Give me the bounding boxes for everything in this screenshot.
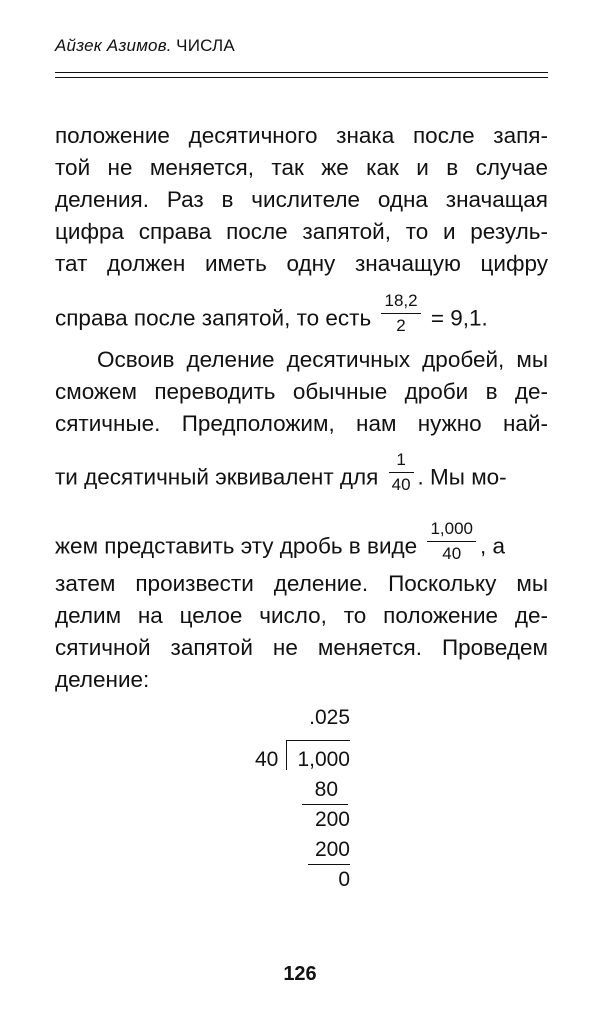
header-rule-thin xyxy=(55,77,548,78)
text-line: тат должен иметь одну значащую цифру xyxy=(55,251,548,276)
header-title: ЧИСЛА xyxy=(176,36,235,55)
division-divisor: 40 xyxy=(255,748,279,771)
page-number: 126 xyxy=(283,963,317,985)
division-step: 200 xyxy=(314,808,350,831)
equation-line xyxy=(55,519,548,570)
text-line: цифра справа после запятой, то и резуль- xyxy=(55,219,548,244)
equation-text: ти десятичный эквивалент для xyxy=(55,464,379,490)
equation-text-after: . Мы мо- xyxy=(417,464,507,490)
equation-result: = 9,1. xyxy=(430,305,488,331)
division-step: 0 xyxy=(338,868,350,891)
fraction-numerator: 1 xyxy=(396,450,406,469)
text-line: делим на целое число, то положение де- xyxy=(55,603,548,628)
fraction-bar xyxy=(381,313,420,314)
division-dividend: 1,000 xyxy=(297,748,350,771)
text-line: сятичной запятой не меняется. Проведем xyxy=(55,635,548,660)
fraction xyxy=(389,450,414,495)
fraction-denominator: 2 xyxy=(396,316,406,335)
equation-line xyxy=(55,450,548,501)
text-line: деление: xyxy=(55,667,150,692)
division-bracket xyxy=(286,740,287,770)
division-quotient: .025 xyxy=(309,706,350,729)
header-author: Айзек Азимов. xyxy=(55,36,172,55)
running-header xyxy=(55,36,235,56)
division-step: 80 xyxy=(314,778,338,801)
step-underline xyxy=(302,804,348,805)
fraction-denominator: 40 xyxy=(442,544,462,563)
text-line: той не меняется, так же как и в случае xyxy=(55,155,548,180)
header-rule xyxy=(55,72,548,73)
equation-text: жем представить эту дробь в виде xyxy=(55,533,418,559)
fraction xyxy=(381,291,420,336)
fraction-denominator: 40 xyxy=(391,475,411,494)
fraction-bar xyxy=(427,541,476,542)
fraction-numerator: 18,2 xyxy=(384,291,418,310)
long-division xyxy=(250,700,410,900)
text-line: положение десятичного знака после запя- xyxy=(55,123,548,148)
equation-line xyxy=(55,291,548,342)
text-line: затем произвести деление. Поскольку мы xyxy=(55,571,548,596)
text-line: деления. Раз в числителе одна значащая xyxy=(55,187,548,212)
fraction-bar xyxy=(389,472,414,473)
equation-text: справа после запятой, то есть xyxy=(55,305,372,331)
text-line: сятичные. Предположим, нам нужно най- xyxy=(55,411,548,436)
text-line: Освоив деление десятичных дробей, мы xyxy=(97,347,548,372)
division-step: 200 xyxy=(314,838,350,861)
fraction-numerator: 1,000 xyxy=(430,519,473,538)
fraction xyxy=(427,519,476,564)
step-underline xyxy=(308,864,350,865)
equation-text-after: , а xyxy=(480,533,506,559)
division-bar xyxy=(286,740,350,741)
text-line: сможем переводить обычные дроби в де- xyxy=(55,379,548,404)
